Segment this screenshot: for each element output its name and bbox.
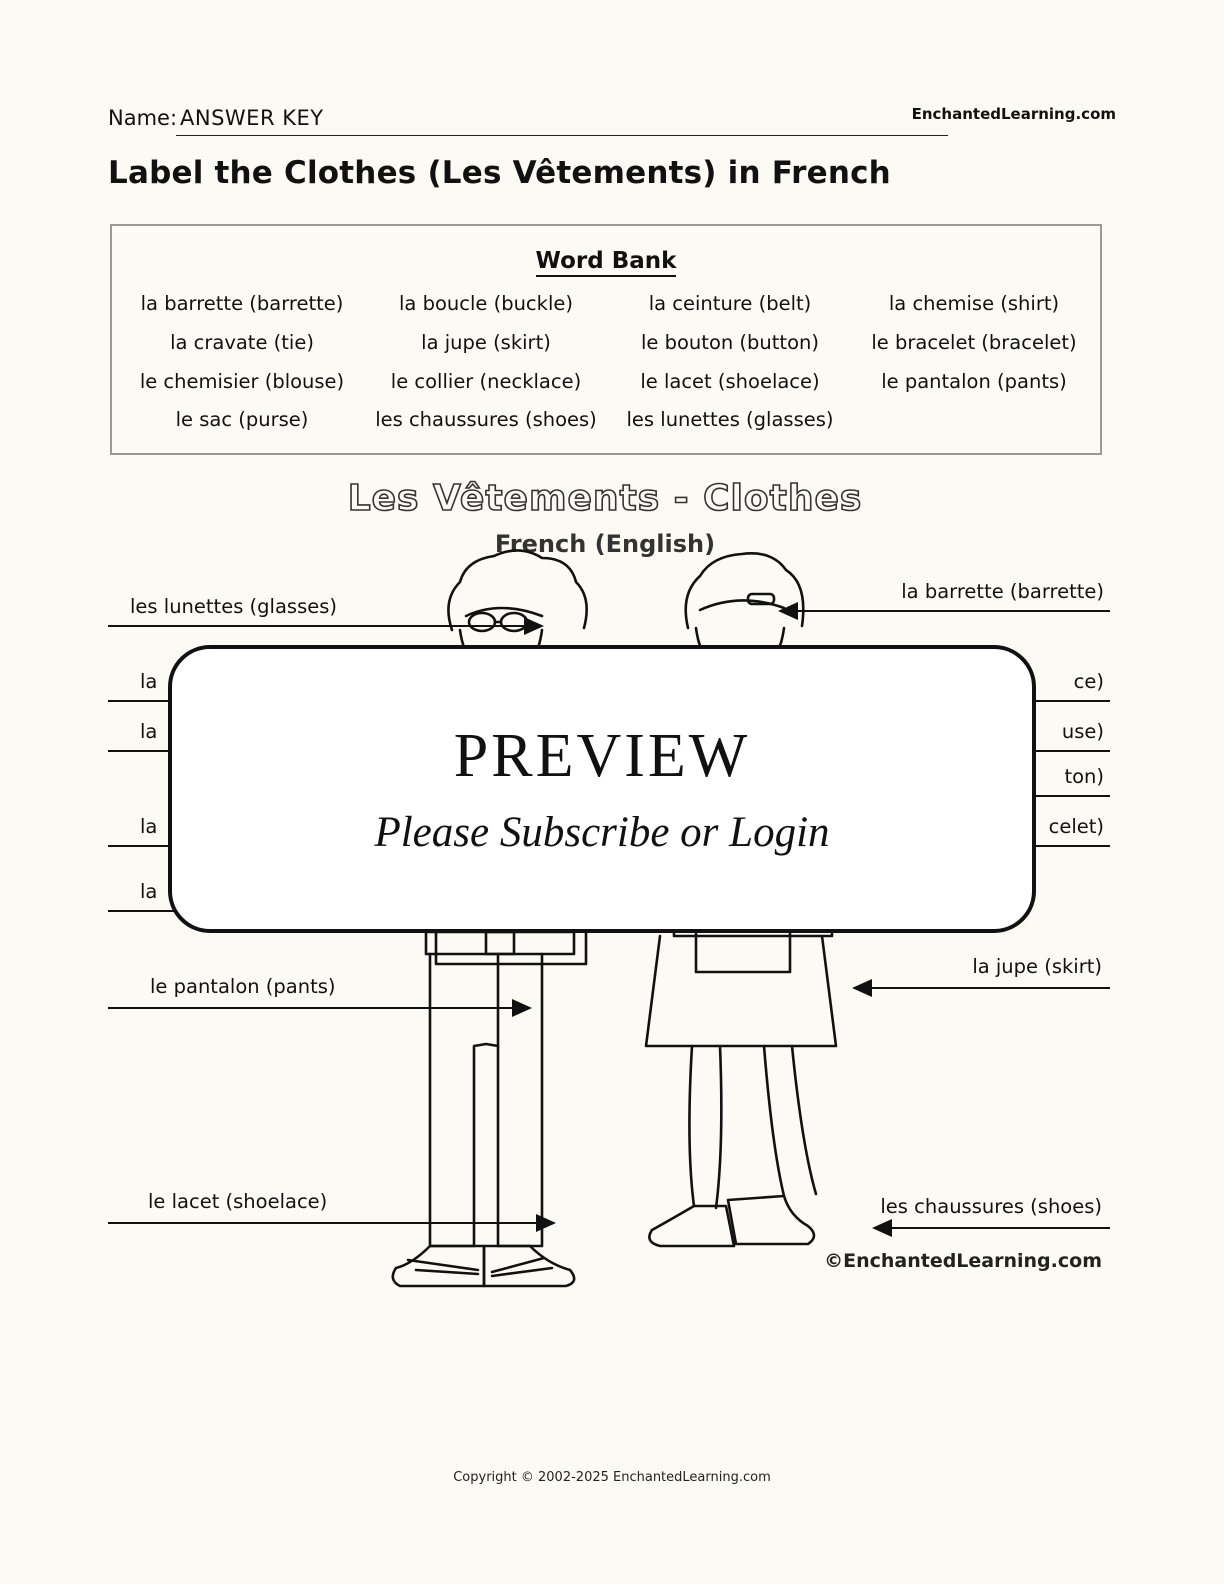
diagram-line-pants (108, 1007, 516, 1009)
name-rule (176, 135, 948, 136)
diagram-subtitle: French (English) (494, 530, 716, 558)
page-header (108, 100, 1116, 140)
diagram-line-shoes (892, 1227, 1110, 1229)
diagram-label-shoelace: le lacet (shoelace) (148, 1190, 328, 1213)
diagram-arrow-shoelace (536, 1214, 556, 1232)
word-bank-item: les lunettes (glasses) (626, 408, 834, 431)
word-bank-item: la cravate (tie) (170, 331, 314, 354)
word-bank-item-empty (852, 407, 1096, 432)
word-bank-heading-text: Word Bank (536, 248, 677, 277)
diagram-line-shoelace (108, 1222, 540, 1224)
word-bank-heading (112, 248, 1100, 274)
diagram-line-glasses (108, 625, 528, 627)
word-bank-grid-row4 (120, 407, 1096, 432)
diagram-label-pants: le pantalon (pants) (150, 975, 336, 998)
name-value: ANSWER KEY (180, 106, 324, 130)
copyright-footer: Copyright © 2002-2025 EnchantedLearning.com (453, 1470, 771, 1485)
word-bank-item: la barrette (barrette) (140, 292, 344, 315)
preview-title: PREVIEW (453, 722, 751, 790)
word-bank (110, 224, 1102, 455)
diagram-arrow-pants (512, 999, 532, 1017)
diagram-label-shoes: les chaussures (shoes) (880, 1195, 1102, 1218)
word-bank-item: le lacet (shoelace) (640, 370, 820, 393)
diagram-label-right-3: use) (1061, 720, 1104, 743)
diagram-credit: ©EnchantedLearning.com (824, 1250, 1102, 1272)
brand-logo: EnchantedLearning.com (911, 105, 1116, 123)
word-bank-item: la ceinture (belt) (648, 292, 812, 315)
diagram-label-right-2: ce) (1073, 670, 1104, 693)
word-bank-item: la boucle (buckle) (399, 292, 573, 315)
preview-overlay[interactable] (168, 645, 1036, 933)
word-bank-item: le bouton (button) (641, 331, 819, 354)
word-bank-item: le chemisier (blouse) (139, 370, 345, 393)
preview-subscribe-prompt[interactable]: Please Subscribe or Login (374, 809, 830, 856)
diagram-arrow-glasses (524, 617, 544, 635)
page-title: Label the Clothes (Les Vêtements) in French (108, 155, 891, 191)
diagram-label-glasses: les lunettes (glasses) (130, 595, 337, 618)
word-bank-item: le pantalon (pants) (881, 370, 1067, 393)
diagram-arrow-barrette (778, 602, 798, 620)
diagram-title: Les Vêtements - Clothes (347, 478, 863, 519)
diagram-label-right-5: celet) (1048, 815, 1104, 838)
diagram-arrow-shoes (872, 1219, 892, 1237)
word-bank-item: le bracelet (bracelet) (871, 331, 1077, 354)
diagram-label-left-3: la (140, 720, 158, 743)
word-bank-item: la jupe (skirt) (421, 331, 551, 354)
diagram-label-right-4: ton) (1064, 765, 1104, 788)
word-bank-item: les chaussures (shoes) (375, 408, 597, 431)
diagram-label-left-2: la (140, 670, 158, 693)
word-bank-item: le collier (necklace) (390, 370, 582, 393)
word-bank-grid (120, 291, 1096, 394)
word-bank-item: le sac (purse) (175, 408, 309, 431)
diagram-arrow-skirt (852, 979, 872, 997)
word-bank-item: la chemise (shirt) (888, 292, 1060, 315)
diagram-label-barrette: la barrette (barrette) (901, 580, 1104, 603)
diagram-line-skirt (872, 987, 1110, 989)
diagram-label-left-4: la (140, 815, 158, 838)
name-label: Name: (108, 106, 178, 130)
diagram-line-barrette (798, 610, 1110, 612)
diagram-label-left-5: la (140, 880, 158, 903)
diagram-label-skirt: la jupe (skirt) (972, 955, 1102, 978)
